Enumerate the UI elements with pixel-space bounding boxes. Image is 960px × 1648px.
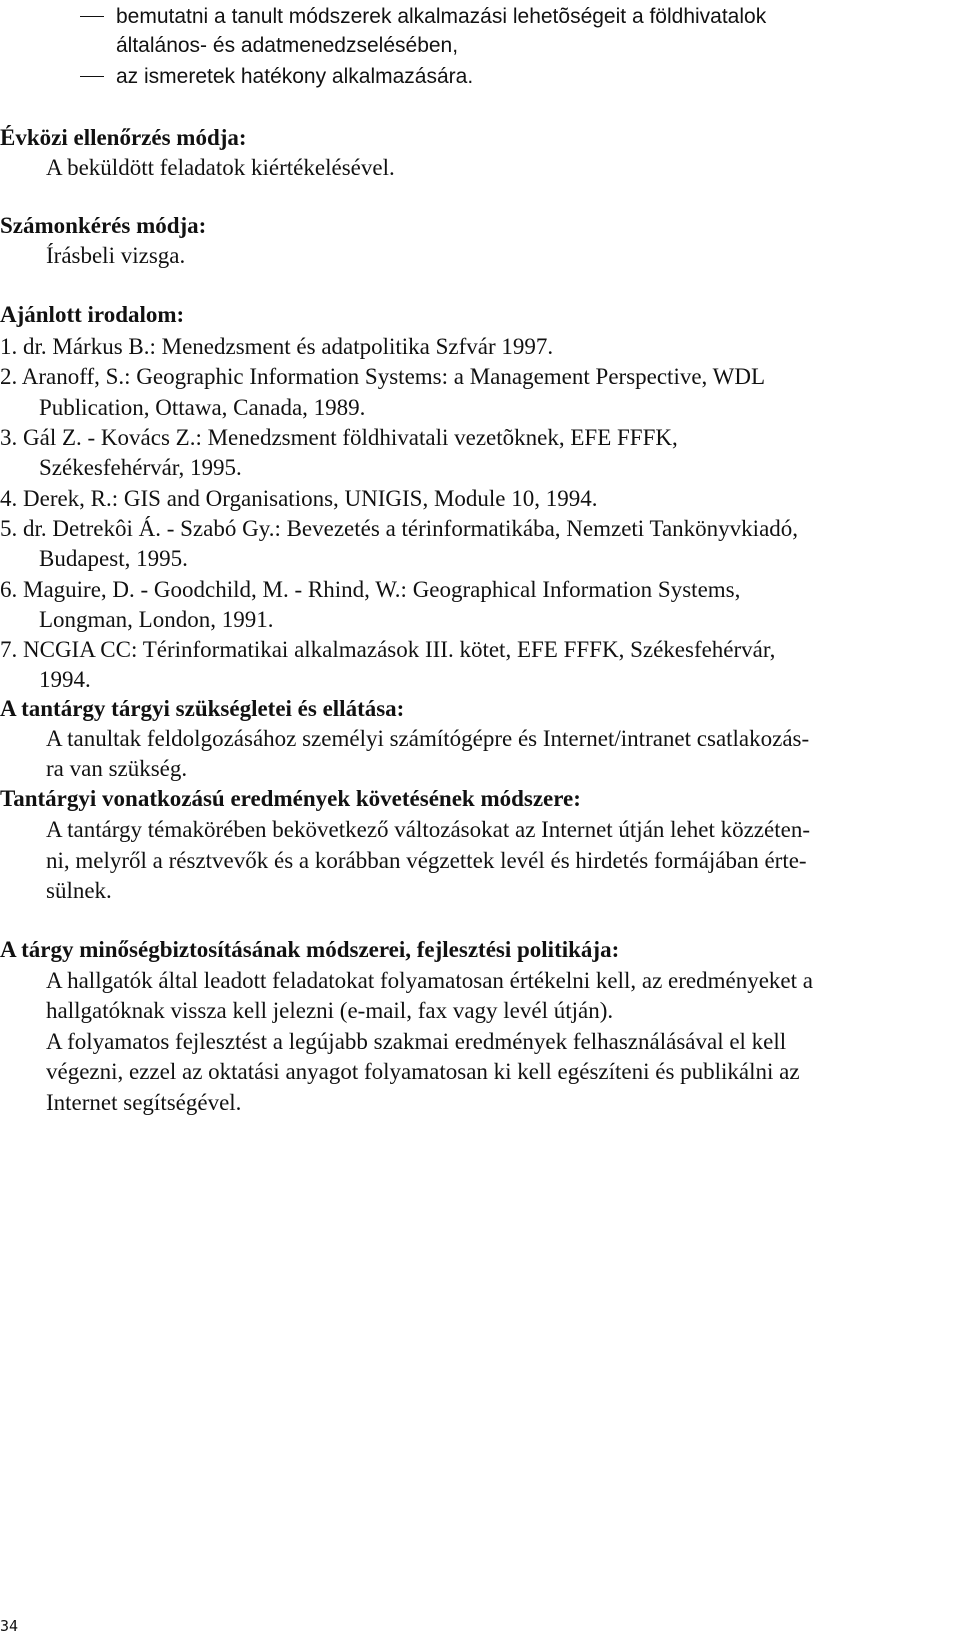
dash-bullet-icon bbox=[80, 76, 104, 77]
bullet-line: az ismeretek hatékony alkalmazására. bbox=[116, 65, 474, 88]
bullet-line: bemutatni a tanult módszerek alkalmazási lehetõségeit a földhivatalok bbox=[116, 5, 767, 28]
section-text-minoseg: végezni, ezzel az oktatási anyagot folyamatosan ki kell egészíteni és publikálni az bbox=[46, 1059, 800, 1084]
reference-item: 6. Maguire, D. - Goodchild, M. - Rhind, W.: Geographical Information Systems, bbox=[0, 577, 741, 602]
section-text-evkozi: A beküldött feladatok kiértékelésével. bbox=[46, 155, 395, 180]
reference-item-continuation: Publication, Ottawa, Canada, 1989. bbox=[39, 395, 366, 420]
bullet-line: általános- és adatmenedzselésében, bbox=[116, 34, 459, 57]
reference-item-continuation: Székesfehérvár, 1995. bbox=[39, 455, 242, 480]
reference-item-continuation: Budapest, 1995. bbox=[39, 546, 188, 571]
section-text-szuksegletek: ra van szükség. bbox=[46, 756, 188, 781]
reference-item: 5. dr. Detrekôi Á. - Szabó Gy.: Bevezetés a térinformatikába, Nemzeti Tankönyvkiadó, bbox=[0, 516, 799, 541]
section-text-minoseg: hallgatóknak vissza kell jelezni (e-mail, fax vagy levél útján). bbox=[46, 998, 614, 1023]
page-number: 34 bbox=[0, 1617, 19, 1635]
reference-item: 4. Derek, R.: GIS and Organisations, UNIGIS, Module 10, 1994. bbox=[0, 486, 598, 511]
section-text-minoseg: A hallgatók által leadott feladatokat folyamatosan értékelni kell, az eredményeket a bbox=[46, 968, 813, 993]
reference-item-continuation: 1994. bbox=[39, 667, 91, 692]
section-heading-irodalom: Ajánlott irodalom: bbox=[0, 302, 185, 327]
section-heading-minoseg: A tárgy minőségbiztosításának módszerei, fejlesztési politikája: bbox=[0, 937, 620, 962]
section-heading-szuksegletek: A tantárgy tárgyi szükségletei és ellátása: bbox=[0, 696, 405, 721]
section-heading-eredmenyek: Tantárgyi vonatkozású eredmények követésének módszere: bbox=[0, 786, 581, 811]
section-text-szuksegletek: A tanultak feldolgozásához személyi számítógépre és Internet/intranet csatlakozás- bbox=[46, 726, 810, 751]
section-text-minoseg: Internet segítségével. bbox=[46, 1090, 242, 1115]
reference-item-continuation: Longman, London, 1991. bbox=[39, 607, 274, 632]
reference-item: 1. dr. Márkus B.: Menedzsment és adatpolitika Szfvár 1997. bbox=[0, 334, 554, 359]
dash-bullet-icon bbox=[80, 16, 104, 17]
reference-item: 2. Aranoff, S.: Geographic Information Systems: a Management Perspective, WDL bbox=[0, 364, 765, 389]
section-heading-szamonkeres: Számonkérés módja: bbox=[0, 213, 207, 238]
section-text-minoseg: A folyamatos fejlesztést a legújabb szakmai eredmények felhasználásával el kell bbox=[46, 1029, 787, 1054]
section-text-szamonkeres: Írásbeli vizsga. bbox=[46, 243, 186, 268]
reference-item: 3. Gál Z. - Kovács Z.: Menedzsment földhivatali vezetõknek, EFE FFFK, bbox=[0, 425, 678, 450]
reference-item: 7. NCGIA CC: Térinformatikai alkalmazások III. kötet, EFE FFFK, Székesfehérvár, bbox=[0, 637, 776, 662]
section-text-eredmenyek: ni, melyről a résztvevők és a korábban végzettek levél és hirdetés formájában érte- bbox=[46, 848, 807, 873]
section-text-eredmenyek: A tantárgy témakörében bekövetkező változásokat az Internet útján lehet közzéten- bbox=[46, 817, 810, 842]
section-text-eredmenyek: sülnek. bbox=[46, 878, 112, 903]
section-heading-evkozi: Évközi ellenőrzés módja: bbox=[0, 125, 247, 150]
